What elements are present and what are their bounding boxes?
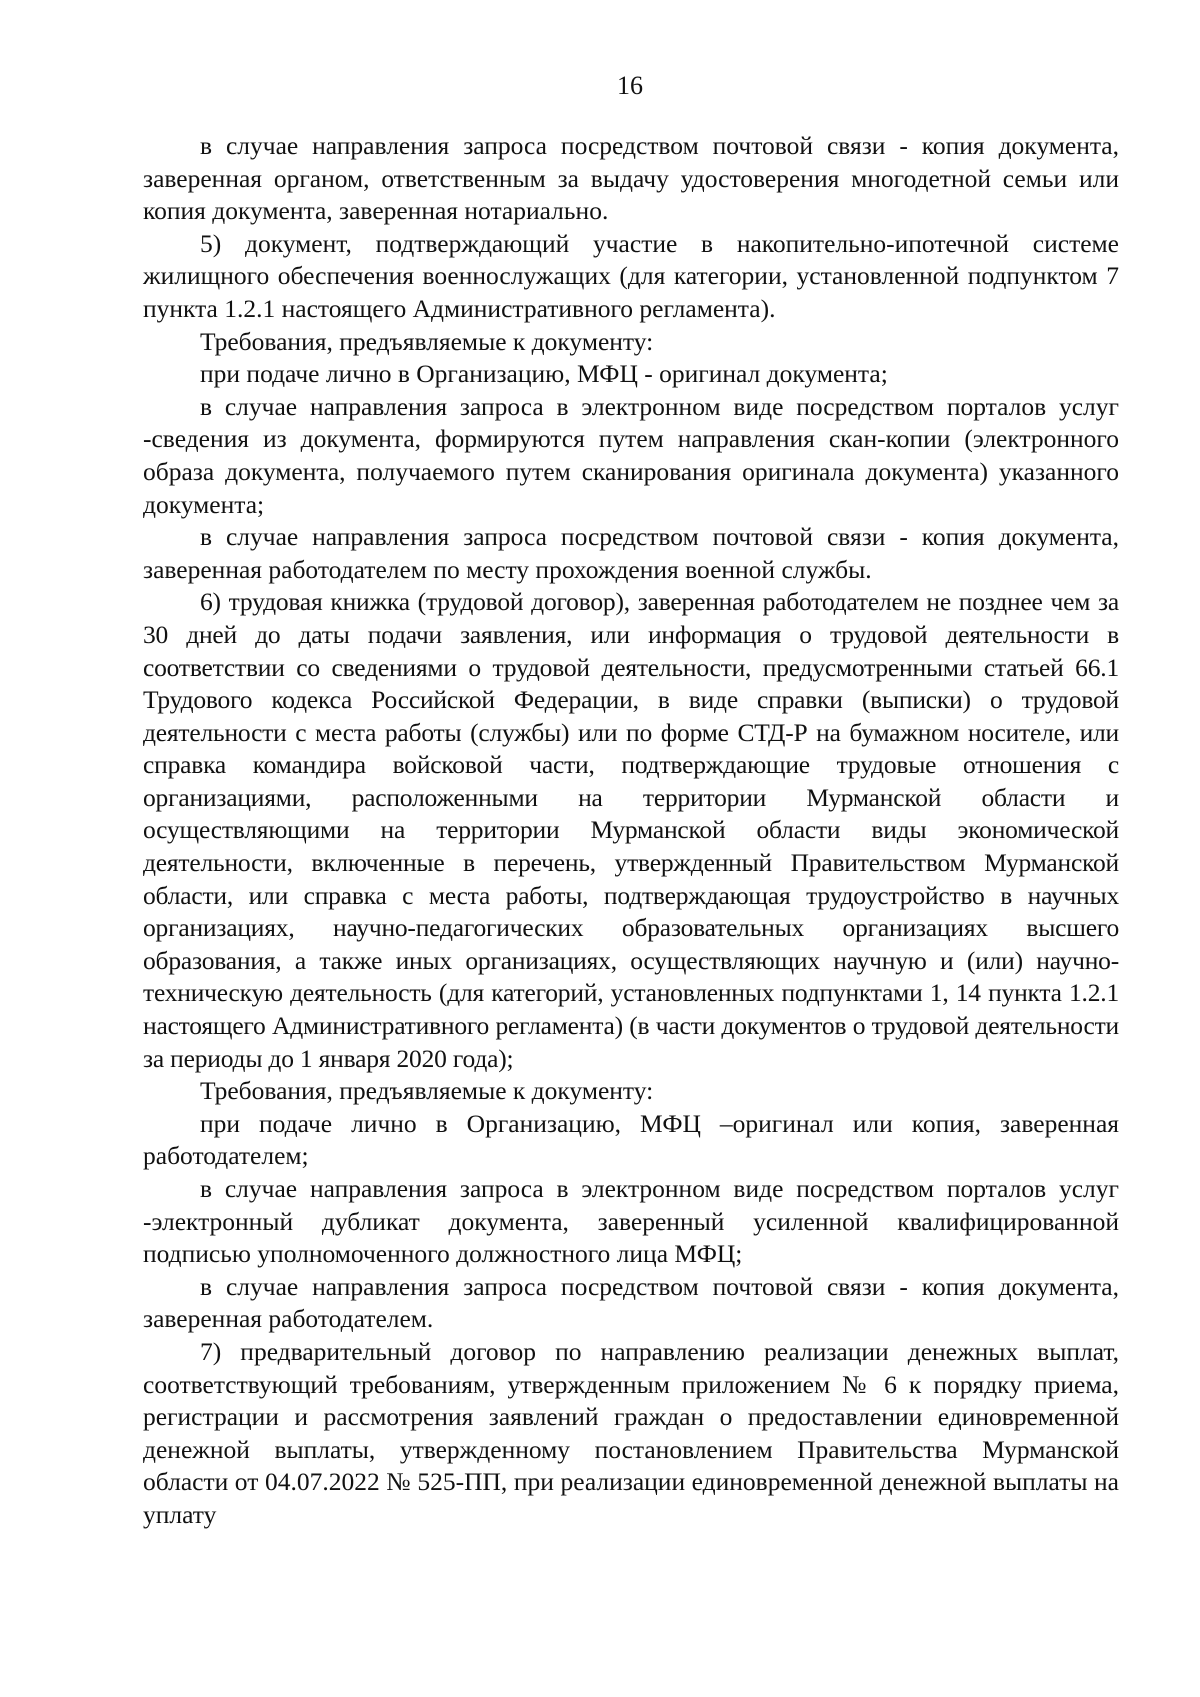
document-body	[143, 130, 1119, 1532]
paragraph-item-6: 6) трудовая книжка (трудовой договор), заверенная работодателем не позднее чем за 30 дней до даты подачи заявления, или информация о трудовой деятельности в соответствии со сведениями о трудовой деятельности, предусмотренными статьей 66.1 Трудового кодекса Российской Федерации, в виде справки (выписки) о трудовой деятельности с места работы (службы) или по форме СТД-Р на бумажном носителе, или справка командира войсковой части, подтверждающие трудовые отношения с организациями, расположенными на территории Мурманской области и осуществляющими на территории Мурманской области виды экономической деятельности, включенные в перечень, утвержденный Правительством Мурманской области, или справка с места работы, подтверждающая трудоустройство в научных организациях, научно-педагогических образовательных организациях высшего образования, а также иных организациях, осуществляющих научную и (или) научно-техническую деятельность (для категорий, установленных подпунктами 1, 14 пункта 1.2.1 настоящего Административного регламента) (в части документов о трудовой деятельности за периоды до 1 января 2020 года);	[143, 587, 1119, 1073]
page-number: 16	[617, 71, 643, 100]
paragraph-item-7: 7) предварительный договор по направлению реализации денежных выплат, соответствующий требованиям, утвержденным приложением № 6 к порядку приема, регистрации и рассмотрения заявлений граждан о предоставлении единовременной денежной выплаты, утвержденному постановлением Правительства Мурманской области от 04.07.2022 № 525-ПП, при реализации единовременной денежной выплаты на уплату	[143, 1336, 1119, 1529]
paragraph-in-person-original-or-copy: при подаче лично в Организацию, МФЦ –оригинал или копия, заверенная работодателем;	[143, 1108, 1119, 1171]
paragraph-electronic-portals: в случае направления запроса в электронном виде посредством порталов услуг -сведения из документа, формируются путем направления скан-копии (электронного образа документа, получаемого путем сканирования оригинала документа) указанного документа;	[143, 391, 1119, 519]
paragraph-requirements-heading-2: Требования, предъявляемые к документу:	[200, 1076, 654, 1106]
paragraph-postal-copy-military: в случае направления запроса посредством почтовой связи - копия документа, заверенная работодателем по месту прохождения военной службы.	[143, 522, 1119, 584]
paragraph-postal-copy-large-family: в случае направления запроса посредством почтовой связи - копия документа, заверенная органом, ответственным за выдачу удостоверения многодетной семьи или копия документа, заверенная нотариально.	[143, 131, 1119, 226]
paragraph-item-5: 5) документ, подтверждающий участие в накопительно-ипотечной системе жилищного обеспечения военнослужащих (для категории, установленной подпунктом 7 пункта 1.2.1 настоящего Административного регламента).	[143, 228, 1119, 323]
paragraph-electronic-duplicate: в случае направления запроса в электронном виде посредством порталов услуг -электронный дубликат документа, заверенный усиленной квалифицированной подписью уполномоченного должностного лица МФЦ;	[143, 1174, 1119, 1269]
paragraph-postal-copy-employer: в случае направления запроса посредством почтовой связи - копия документа, заверенная работодателем.	[143, 1271, 1119, 1334]
paragraph-in-person-original: при подаче лично в Организацию, МФЦ - оригинал документа;	[200, 359, 888, 389]
paragraph-requirements-heading: Требования, предъявляемые к документу:	[200, 326, 654, 356]
